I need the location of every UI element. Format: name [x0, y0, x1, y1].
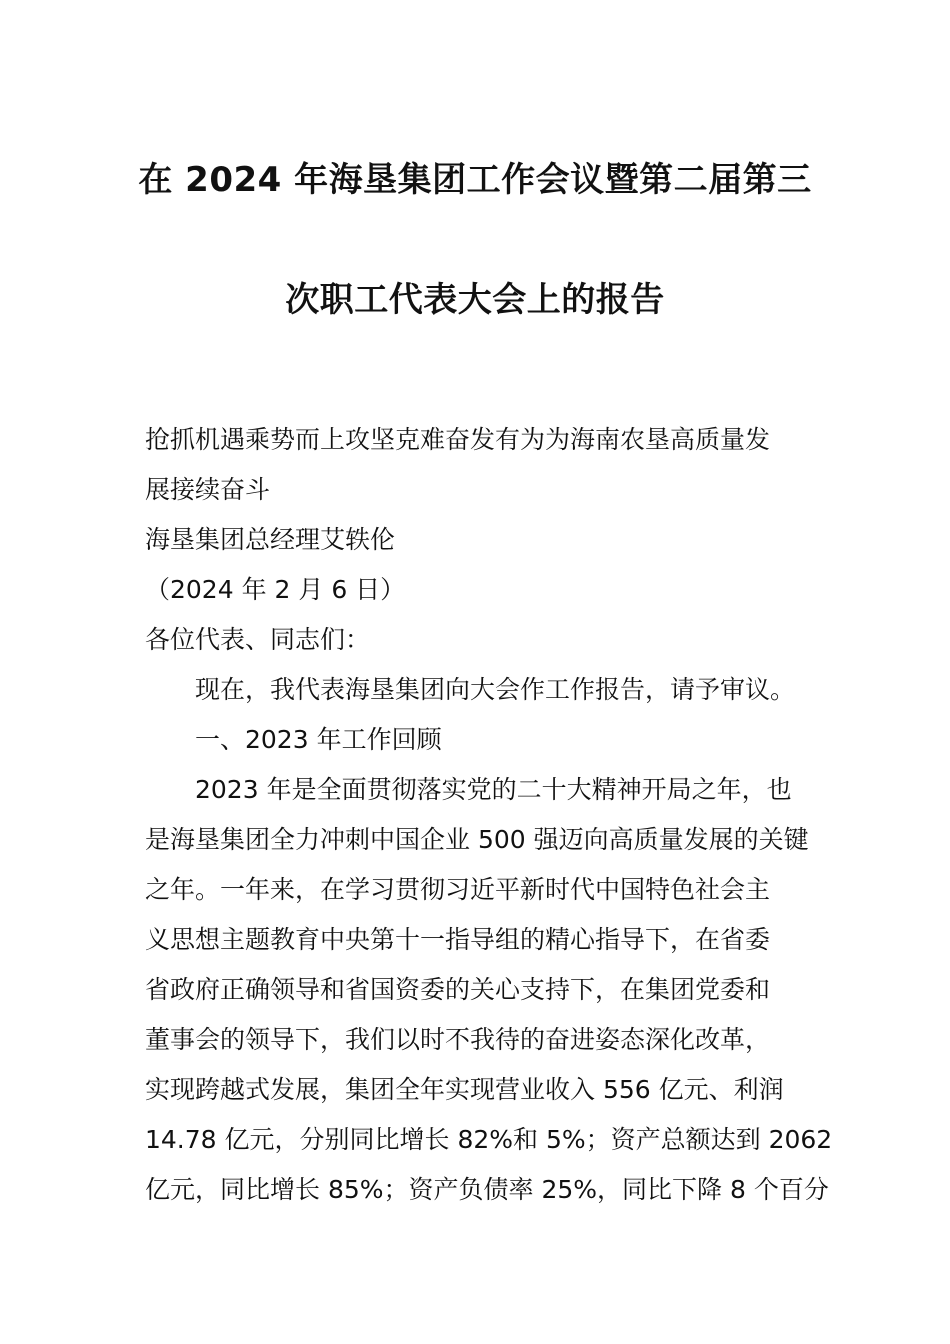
document-title-line-1: 在 2024 年海垦集团工作会议暨第二届第三: [138, 160, 812, 200]
paragraph-line: 2023 年是全面贯彻落实党的二十大精神开局之年，也: [195, 775, 792, 804]
document-title-line-2: 次职工代表大会上的报告: [285, 280, 665, 320]
date-line: （2024 年 2 月 6 日）: [145, 575, 406, 604]
paragraph-line: 实现跨越式发展，集团全年实现营业收入 556 亿元、利润: [145, 1075, 784, 1104]
paragraph-line: 省政府正确领导和省国资委的关心支持下，在集团党委和: [145, 975, 771, 1004]
section-heading: 一、2023 年工作回顾: [195, 725, 442, 754]
subtitle-line-2: 展接续奋斗: [145, 475, 271, 504]
paragraph-line: 亿元，同比增长 85%；资产负债率 25%，同比下降 8 个百分: [145, 1175, 829, 1204]
paragraph-line: 是海垦集团全力冲刺中国企业 500 强迈向高质量发展的关键: [145, 825, 809, 854]
paragraph-line: 之年。一年来，在学习贯彻习近平新时代中国特色社会主: [145, 875, 771, 904]
document-body: [145, 415, 833, 1215]
subtitle-line-1: 抢抓机遇乘势而上攻坚克难奋发有为为海南农垦高质量发: [145, 425, 771, 454]
paragraph-line: 14.78 亿元，分别同比增长 82%和 5%；资产总额达到 2062: [145, 1125, 833, 1154]
author-line: 海垦集团总经理艾轶伦: [145, 525, 396, 554]
greeting-line: 各位代表、同志们：: [145, 625, 371, 654]
paragraph-line: 董事会的领导下，我们以时不我待的奋进姿态深化改革，: [145, 1025, 771, 1054]
paragraph-line: 义思想主题教育中央第十一指导组的精心指导下，在省委: [145, 925, 771, 954]
intro-paragraph: 现在，我代表海垦集团向大会作工作报告，请予审议。: [195, 675, 796, 704]
